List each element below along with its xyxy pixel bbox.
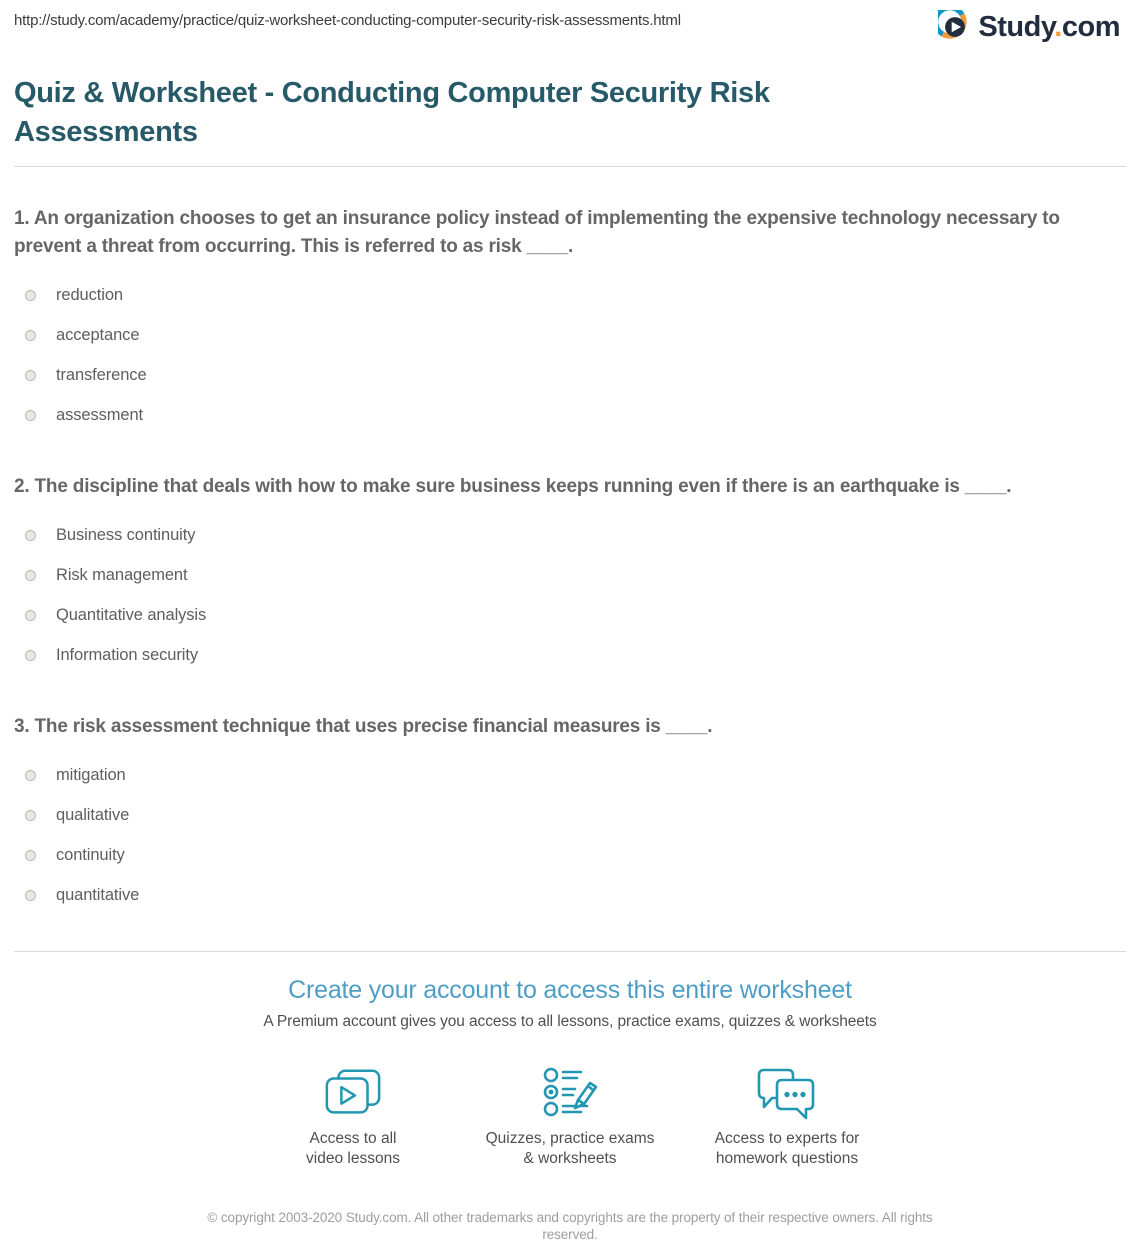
radio-button[interactable]: [25, 850, 36, 861]
feature-label: Quizzes, practice exams & worksheets: [485, 1130, 655, 1167]
quiz-bottom-divider: [14, 951, 1126, 952]
create-account-section: [14, 976, 1126, 1169]
answer-option[interactable]: Risk management: [14, 555, 1126, 595]
answer-option[interactable]: mitigation: [14, 755, 1126, 795]
studycom-logo-text: Study.com: [978, 10, 1120, 43]
answer-option[interactable]: reduction: [14, 275, 1126, 315]
feature-list: [14, 1065, 1126, 1169]
radio-button[interactable]: [25, 330, 36, 341]
radio-button[interactable]: [25, 890, 36, 901]
radio-button[interactable]: [25, 370, 36, 381]
premium-subheading: A Premium account gives you access to all lessons, practice exams, quizzes & worksheets: [263, 1013, 877, 1030]
answer-option[interactable]: continuity: [14, 835, 1126, 875]
chat-experts-icon: [756, 1065, 818, 1120]
radio-button[interactable]: [25, 770, 36, 781]
question-3: [14, 713, 1126, 915]
answer-option[interactable]: quantitative: [14, 875, 1126, 915]
question-2-text: 2. The discipline that deals with how to make sure business keeps running even if there is an earthquake is ____.: [14, 476, 1012, 497]
question-1-options: [14, 275, 1126, 435]
copyright-text: © copyright 2003-2020 Study.com. All other trademarks and copyrights are the property of their respective owners. All rights reserved.: [207, 1210, 933, 1242]
create-account-heading: Create your account to access this entire worksheet: [288, 976, 852, 1004]
studycom-play-icon: [938, 10, 972, 44]
radio-button[interactable]: [25, 530, 36, 541]
page-url: http://study.com/academy/practice/quiz-worksheet-conducting-computer-security-risk-assessments.html: [14, 12, 681, 29]
radio-button[interactable]: [25, 410, 36, 421]
answer-option[interactable]: acceptance: [14, 315, 1126, 355]
question-3-text: 3. The risk assessment technique that uses precise financial measures is ____.: [14, 716, 713, 737]
page-title: Quiz & Worksheet - Conducting Computer Security Risk Assessments: [14, 77, 770, 148]
question-3-options: [14, 755, 1126, 915]
radio-button[interactable]: [25, 810, 36, 821]
page-header: [14, 0, 1126, 56]
question-2-options: [14, 515, 1126, 675]
feature-homework-help: [679, 1065, 896, 1169]
answer-option[interactable]: Business continuity: [14, 515, 1126, 555]
answer-option[interactable]: transference: [14, 355, 1126, 395]
studycom-logo[interactable]: [938, 10, 1126, 44]
answer-option[interactable]: assessment: [14, 395, 1126, 435]
feature-label: Access to experts for homework questions: [714, 1130, 860, 1167]
radio-button[interactable]: [25, 650, 36, 661]
answer-option[interactable]: Quantitative analysis: [14, 595, 1126, 635]
feature-label: Access to all video lessons: [306, 1130, 400, 1167]
quizzes-worksheets-icon: [541, 1065, 599, 1120]
question-2: [14, 473, 1126, 675]
radio-button[interactable]: [25, 570, 36, 581]
question-1: [14, 205, 1126, 435]
radio-button[interactable]: [25, 290, 36, 301]
answer-option[interactable]: qualitative: [14, 795, 1126, 835]
question-1-text: 1. An organization chooses to get an insurance policy instead of implementing the expensive technology necessary to prevent a threat from occurring. This is referred to as risk ____.: [14, 208, 1060, 257]
feature-quizzes-worksheets: [462, 1065, 679, 1169]
radio-button[interactable]: [25, 610, 36, 621]
video-lessons-icon: [323, 1065, 383, 1120]
feature-video-lessons: [245, 1065, 462, 1169]
answer-option[interactable]: Information security: [14, 635, 1126, 675]
page-footer: [14, 1209, 1126, 1244]
title-divider: [14, 166, 1126, 167]
